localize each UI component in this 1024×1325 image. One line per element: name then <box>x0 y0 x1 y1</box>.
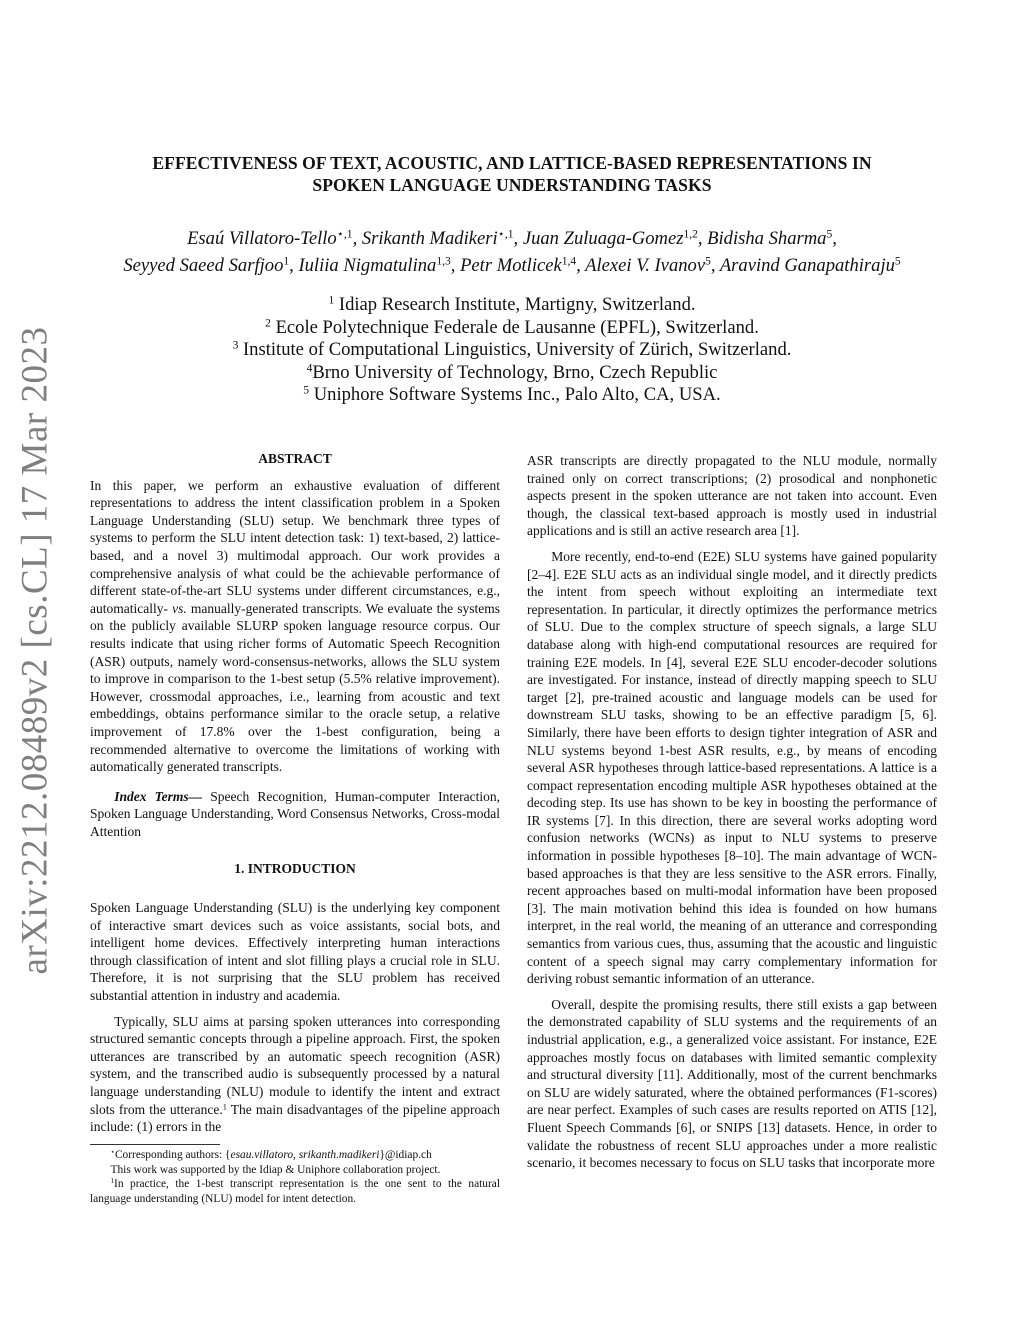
title-line-1: EFFECTIVENESS OF TEXT, ACOUSTIC, AND LATTICE-BASED REPRESENTATIONS IN <box>152 153 872 173</box>
footnote-1 <box>90 1177 500 1206</box>
affiliation-text: Brno University of Technology, Brno, Czech Republic <box>312 361 718 383</box>
author-name: Aravind Ganapathiraju <box>719 255 895 276</box>
arxiv-identifier-stamp <box>2 326 68 974</box>
footnote-corresponding <box>90 1148 500 1163</box>
affiliation-number: 2 <box>265 317 271 330</box>
author-name: Iuliia Nigmatulina <box>298 255 437 276</box>
intro-paragraph-2-text: Typically, SLU aims at parsing spoken utterances into corresponding structured semantic concepts through a pipeline approach. First, the spoken utterances are transcribed by an automatic speech recognition (ASR) system, and the transcribed audio is subsequently processed by a natural language understanding (NLU) module to identify the intent and extract slots from the utterance. <box>90 1013 500 1117</box>
right-column <box>527 452 937 1172</box>
intro-heading: 1. INTRODUCTION <box>234 861 356 877</box>
intro-paragraph-2-tail: The main disadvantages of the pipeline approach include: (1) errors in the <box>90 1101 500 1135</box>
author-name: Juan Zuluaga-Gomez <box>522 228 684 249</box>
affiliation-number: 4 <box>306 362 313 375</box>
affiliation-item <box>90 317 934 340</box>
intro-paragraph-4: More recently, end-to-end (E2E) SLU systems have gained popularity [2–4]. E2E SLU acts as an individual single model, and it directly predicts the intent from speech without exploiting an intermediate text representation. In particular, it directly optimizes the performance metrics of SLU. Due to the complex structure of speech signals, a large SLU database along with high-end computational resources are required for training E2E models. In [4], several E2E SLU encoder-decoder solutions are investigated. For instance, instead of directly mapping speech to SLU target [2], pre-trained acoustic and language models can be used for downstream SLU tasks, showing to be an effective paradigm [5, 6]. Similarly, there have been efforts to design tighter integration of ASR and NLU systems beyond 1-best ASR results, e.g., by means of encoding several ASR hypotheses through lattice-based representations. A lattice is a compact representation encoding multiple ASR hypotheses obtained at the decoding step. Its use has shown to be key in boosting the performance of IR systems [7]. In this direction, there are several works adopting word confusion networks (WCNs) as input to NLU systems to preserve information in possible hypotheses [8–10]. The main advantage of WCN-based approaches is that they are less sensitive to the ASR errors. Finally, recent approaches based on multi-modal information have been proposed [3]. The main motivation behind this idea is founded on how humans interpret, in the real world, the meaning of an utterance and corresponding semantics from various cues, thus, assuming that the acoustic and linguistic content of a speech signal may carry complementary information for deriving robust semantic information of an utterance. <box>527 548 937 987</box>
affiliation-text: Institute of Computational Linguistics, University of Zürich, Switzerland. <box>242 339 792 361</box>
author-name: Seyyed Saeed Sarfjoo <box>123 255 284 276</box>
footnote-divider <box>90 1144 220 1145</box>
author-name: Bidisha Sharma <box>707 228 827 249</box>
footnote-star: ⋆ <box>110 1148 115 1157</box>
affiliation-text: Ecole Polytechnique Federale de Lausanne (EPFL), Switzerland. <box>275 316 759 338</box>
abstract-text-part-2: manually-generated transcripts. We evaluate the systems on the publicly available SLURP spoken language resource corpus. Our results indicate that using richer forms of Automatic Speech Recognition (ASR) outputs, namely word-consensus-networks, allows the SLU system to improve in comparison to the 1-best setup (5.5% relative improvement). However, crossmodal approaches, i.e., learning from acoustic and text embeddings, obtains performance similar to the oracle setup, a relative improvement of 17.8% over the 1-best configuration, being a recommended alternative to overcome the limitations of working with automatically generated transcripts. <box>90 600 500 775</box>
intro-paragraph-1: Spoken Language Understanding (SLU) is the underlying key component of interactive smart devices such as voice assistants, social bots, and intelligent home devices. Effectively interpreting human interactions through classification of intent and slot filling plays a crucial role in SLU. Therefore, it is not surprising that the SLU problem has received substantial attention in industry and academia. <box>90 900 500 1004</box>
footnote-corr-label: Corresponding authors: { <box>114 1149 231 1161</box>
abstract-vs: vs. <box>172 600 187 616</box>
intro-paragraph-2 <box>90 1013 500 1136</box>
author-line-1: Esaú Villatoro-Tello$^{⋆,1}$, Srikanth Madikeri$^{⋆,1}$, Juan Zuluaga-Gomez$^{1,2}$, Bidisha Sharma$^5$, <box>187 228 837 249</box>
author-affil-mark: 5 <box>826 228 833 241</box>
author-name: Esaú Villatoro-Tello <box>187 228 337 249</box>
author-affil-mark: 1,4 <box>561 255 577 268</box>
abstract-text-part-1: In this paper, we perform an exhaustive evaluation of different representations to address the intent classification problem in a Spoken Language Understanding (SLU) setup. We benchmark three types of systems to perform the SLU intent detection task: 1) text-based, 2) lattice-based, and a novel 3) multimodal approach. Our work provides a comprehensive analysis of what could be the achievable performance of different state-of-the-art SLU systems under different circumstances, e.g., automatically- <box>90 477 500 616</box>
affiliation-item <box>90 384 934 407</box>
index-terms-label: Index Terms— <box>114 788 203 804</box>
author-affil-mark: ⋆,1 <box>336 228 353 241</box>
author-name: Petr Motlicek <box>460 255 562 276</box>
affiliation-number: 5 <box>303 385 310 398</box>
footnote-1-text: In practice, the 1-best transcript representation is the one sent to the natural language understanding (NLU) model for intent detection. <box>90 1178 500 1205</box>
left-column <box>90 450 500 1136</box>
author-line-2: Seyyed Saeed Sarfjoo$^1$, Iuliia Nigmatulina$^{1,3}$, Petr Motlicek$^{1,4}$, Alexei V. Ivanov$^5$, Aravind Ganapathiraju$^5$ <box>123 255 901 276</box>
paper-title <box>90 152 934 196</box>
affiliation-number: 1 <box>328 294 335 307</box>
intro-paragraph-5: Overall, despite the promising results, there still exists a gap between the demonstrated capability of SLU systems and the requirements of an industrial application, e.g., a generalized voice assistant. For instance, E2E approaches mostly focus on databases with limited semantic complexity and structural diversity [11]. Additionally, most of the current benchmarks on SLU are widely saturated, where the obtained performances (F1-scores) are near perfect. Examples of such cases are results reported on ATIS [12], Fluent Speech Commands [6], or SNIPS [13] datasets. Hence, in order to validate the robustness of recent SLU approaches under a more realistic scenario, it becomes necessary to focus on SLU tasks that incorporate more <box>527 996 937 1171</box>
affiliation-number: 3 <box>232 339 239 352</box>
footnote-marker: 1 <box>222 1102 227 1111</box>
affiliation-item <box>90 294 934 317</box>
author-affil-mark: 1,3 <box>436 255 451 268</box>
affiliation-text: Idiap Research Institute, Martigny, Switzerland. <box>338 294 696 315</box>
author-affil-mark: 1 <box>283 255 290 268</box>
author-affil-mark: 5 <box>705 255 711 268</box>
author-affil-mark: 5 <box>894 255 901 268</box>
author-name: Srikanth Madikeri <box>361 228 498 249</box>
footnotes <box>90 1148 500 1206</box>
footnote-support: This work was supported by the Idiap & Uniphore collaboration project. <box>110 1163 441 1176</box>
author-list <box>70 225 954 279</box>
author-affil-mark: 1,2 <box>683 228 698 241</box>
affiliation-item <box>90 362 934 385</box>
author-affil-mark: ⋆,1 <box>497 228 514 241</box>
footnote-corr-domain: }@idiap.ch <box>379 1149 432 1161</box>
footnote-corr-emails: esau.villatoro, srikanth.madikeri <box>230 1149 380 1161</box>
abstract-heading: ABSTRACT <box>258 451 332 466</box>
affiliation-text: Uniphore Software Systems Inc., Palo Alto, CA, USA. <box>313 384 721 406</box>
affiliation-list <box>90 294 934 407</box>
abstract-paragraph <box>90 477 500 776</box>
index-terms-text: Speech Recognition, Human-computer Interaction, Spoken Language Understanding, Word Consensus Networks, Cross-modal Attention <box>90 788 500 839</box>
intro-paragraph-3: ASR transcripts are directly propagated to the NLU module, normally trained only on correct transcriptions; (2) prosodical and nonphonetic aspects present in the spoken utterance are not taken into account. Even though, the classical text-based approach is mostly used in industrial applications and is still an active research area [1]. <box>527 453 937 539</box>
title-line-2: SPOKEN LANGUAGE UNDERSTANDING TASKS <box>312 175 712 195</box>
index-terms-paragraph <box>90 788 500 841</box>
footnote-1-number: 1 <box>110 1177 115 1186</box>
affiliation-item <box>90 339 934 362</box>
arxiv-identifier-text: arXiv:2212.08489v2 [cs.CL] 17 Mar 2023 <box>14 326 56 974</box>
author-name: Alexei V. Ivanov <box>585 255 706 276</box>
